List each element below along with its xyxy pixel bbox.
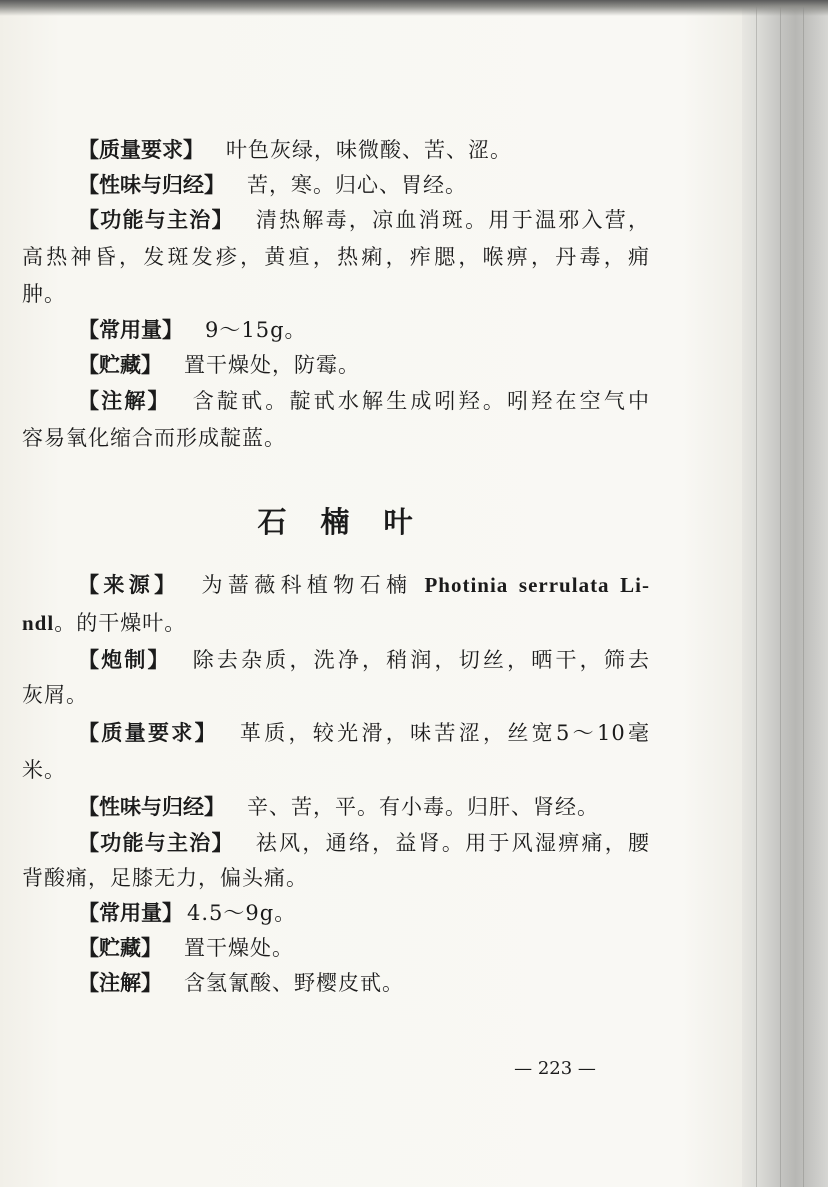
source-line-1 [78,570,650,600]
upper-dosage-line [78,315,307,345]
upper-dosage-text: 9～15g。 [205,318,307,342]
source-label: 【来源】 [78,573,180,597]
source-latin-name-1: Photinia serrulata Li- [424,573,651,597]
storage-label: 【贮藏】 [78,936,162,960]
dosage-line [78,898,296,928]
nature-label: 【性味与归经】 [78,795,225,819]
upper-notes-label: 【注解】 [78,389,171,413]
spine-edge-line [803,0,804,1187]
quality-text-1: 革质，较光滑，味苦涩，丝宽5～10毫 [239,721,650,745]
storage-text: 置干燥处。 [184,936,294,960]
upper-nature-text: 苦，寒。归心、胃经。 [247,173,467,197]
upper-function-line-3: 肿。 [22,282,66,306]
notes-text: 含氢氰酸、野樱皮甙。 [184,971,404,995]
upper-notes-text-1: 含靛甙。靛甙水解生成吲羟。吲羟在空气中 [192,389,651,413]
function-label: 【功能与主治】 [78,831,234,855]
upper-nature-line [78,170,467,200]
quality-line-1 [78,718,650,748]
page-number: — 223 — [514,1058,596,1079]
source-latin-name-2: ndl [22,611,55,635]
dosage-text: 4.5～9g。 [187,901,297,925]
processing-line-1 [78,645,650,675]
upper-quality-text: 叶色灰绿，味微酸、苦、涩。 [226,138,512,162]
upper-function-text-1: 清热解毒，凉血消斑。用于温邪入营， [255,208,651,232]
top-shadow [0,0,828,16]
processing-line-2: 灰屑。 [22,683,88,707]
source-text-1: 为蔷薇科植物石楠 [201,573,413,597]
function-line-2: 背酸痛，足膝无力，偏头痛。 [22,866,308,890]
upper-notes-line-2: 容易氧化缩合而形成靛蓝。 [22,426,286,450]
processing-text-1: 除去杂质，洗净，稍润，切丝，晒干，筛去 [192,648,651,672]
nature-line [78,792,599,822]
book-spine [742,0,828,1187]
quality-label: 【质量要求】 [78,721,218,745]
function-line-1 [78,828,650,858]
upper-storage-text: 置干燥处，防霉。 [184,353,360,377]
quality-line-2: 米。 [22,758,66,782]
entry-title: 石楠叶 [257,505,447,539]
upper-function-label: 【功能与主治】 [78,208,234,232]
spine-edge-line [780,0,781,1187]
spine-edge-line [756,0,757,1187]
notes-line [78,968,404,998]
upper-function-line-2: 高热神昏，发斑发疹，黄疸，热痢，痄腮，喉痹，丹毒，痈 [22,245,650,269]
upper-notes-line-1 [78,386,650,416]
upper-quality-line [78,135,512,165]
source-text-2: 。的干燥叶。 [54,611,187,635]
upper-nature-label: 【性味与归经】 [78,173,225,197]
upper-storage-line [78,350,360,380]
nature-text: 辛、苦，平。有小毒。归肝、肾经。 [247,795,599,819]
function-text-1: 祛风，通络，益肾。用于风湿痹痛，腰 [255,831,651,855]
upper-storage-label: 【贮藏】 [78,353,162,377]
processing-label: 【炮制】 [78,648,171,672]
source-line-2 [22,608,186,638]
upper-function-line-1 [78,205,650,235]
storage-line [78,933,294,963]
upper-dosage-label: 【常用量】 [78,318,183,342]
notes-label: 【注解】 [78,971,162,995]
upper-quality-label: 【质量要求】 [78,138,204,162]
dosage-label: 【常用量】 [78,901,183,925]
